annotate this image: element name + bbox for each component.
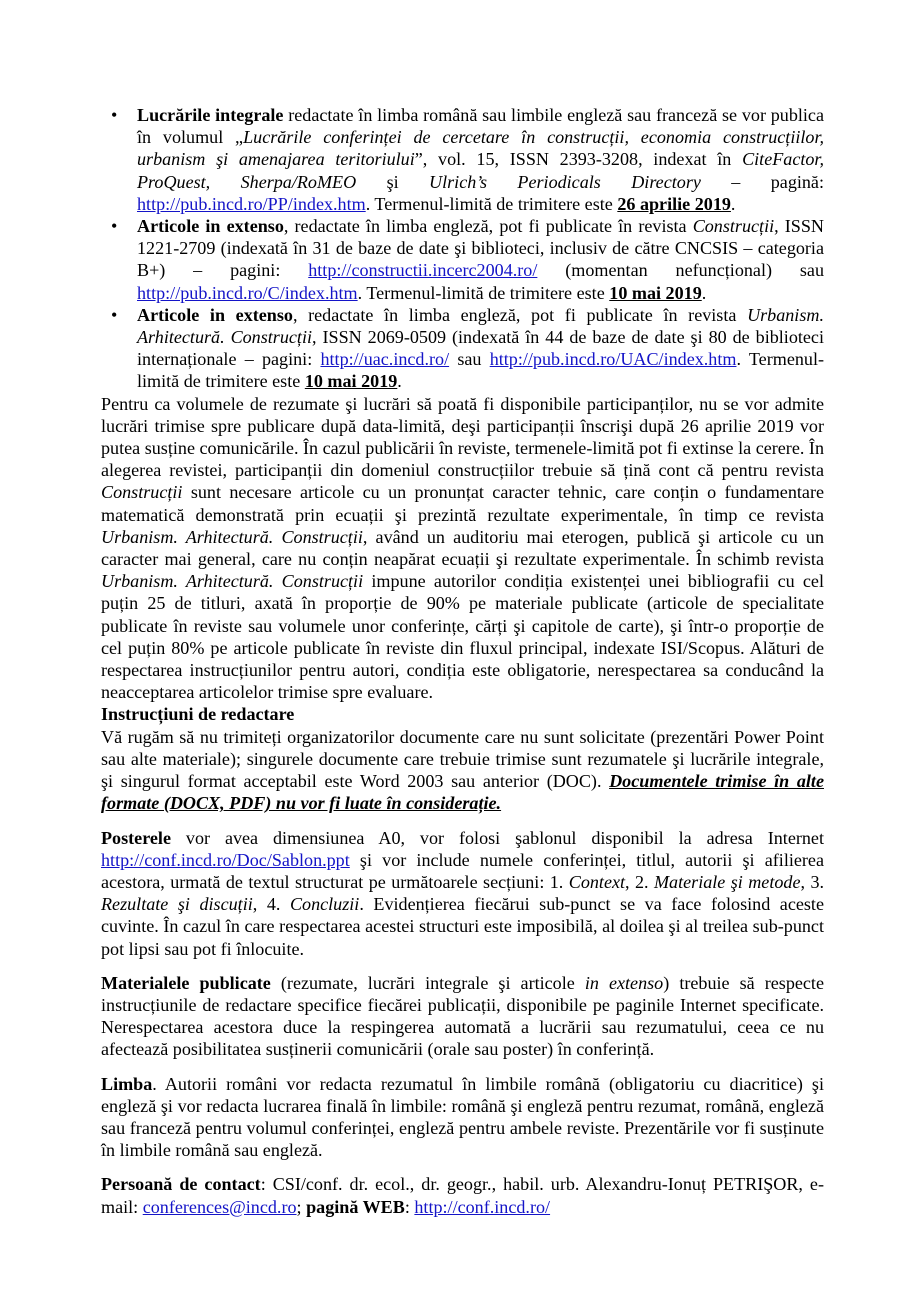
bullet-3-deadline: 10 mai 2019 — [304, 371, 398, 392]
para-main-text-1: Pentru ca volumele de rezumate şi lucrări să poată fi disponibile participanților, nu se vor admite lucrări trimise spre publicare după data-limită, deşi participanții înscrişi după 26 aprilie 2019 vor putea susține comunicările. În cazul publicării în reviste, termenele-limită pot fi extinse la cerere. În alegerea revistei, participanții din domeniul construcțiilor trebuie să țină cont că pentru revista — [101, 393, 824, 481]
bullet-3-text-3: sau — [449, 349, 490, 370]
para-main-journal-2: Urbanism. Arhitectură. Construcții — [101, 526, 363, 547]
para-main-journal-3: Urbanism. Arhitectură. Construcții — [101, 571, 364, 592]
para-postere-text-2: şi vor include numele conferinței, titlul, autorii şi afilierea acestora, urmată de textul structurat pe următoarele secțiuni: 1. — [101, 849, 824, 892]
list-item-proceedings — [101, 104, 824, 215]
paragraph-contact — [101, 1173, 824, 1217]
para-contact-text-3: : — [404, 1196, 415, 1217]
paragraph-journal-selection — [101, 393, 824, 704]
para-postere-text-1: vor avea dimensiunea A0, vor folosi şablonul disponibil la adresa Internet — [171, 827, 824, 848]
link-constructii-incerc2004[interactable]: http://constructii.incerc2004.ro/ — [308, 260, 538, 281]
para-limba-text: . Autorii români vor redacta rezumatul în limbile română (obligatoriu cu diacritice) şi engleză şi vor redacta lucrarea finală în limbile: română şi engleză pentru rezumat, română, engleză sau franceză pentru volumul conferinței, engleză pentru ambele reviste. Prezentările vor fi susținute în limbile română sau engleză. — [101, 1073, 824, 1161]
para-materiale-in-extenso: in extenso — [584, 972, 664, 993]
link-conf-incd-home[interactable]: http://conf.incd.ro/ — [414, 1196, 551, 1217]
document-body — [101, 104, 824, 1218]
para-contact-web-label: pagină WEB — [306, 1196, 405, 1217]
para-limba-lead: Limba — [101, 1073, 153, 1094]
paragraph-postere — [101, 827, 824, 960]
bullet-2-text-5: . — [701, 282, 707, 303]
para-contact-text-2: ; — [296, 1196, 307, 1217]
paragraph-limba — [101, 1073, 824, 1162]
link-conf-incd-sablon[interactable]: http://conf.incd.ro/Doc/Sablon.ppt — [101, 849, 350, 870]
para-postere-text-4: , 3. — [800, 871, 825, 892]
para-postere-section-2: Materiale şi metode — [653, 871, 801, 892]
bullet-2-journal-name: Construcții — [692, 216, 775, 237]
bullet-1-indexers-1: CiteFactor, ProQuest, Sherpa/RoMEO — [137, 149, 824, 192]
para-contact-text-1: : CSI/conf. dr. ecol., dr. geogr., habil. urb. Alexandru-Ionuț PETRIŞOR, e-mail: — [101, 1174, 824, 1217]
para-postere-text-3: , 2. — [625, 871, 654, 892]
bullet-1-indexers-2: Ulrich’s Periodicals Directory — [429, 171, 701, 192]
para-materiale-text-1: (rezumate, lucrări integrale şi articole — [270, 972, 585, 993]
bullet-1-text-1: redactate în limba română sau limbile engleză sau franceză se vor publica în volumul „ — [137, 105, 824, 148]
para-redactare-emphasis: Documentele trimise în alte formate (DOCX, PDF) nu vor fi luate în considerație. — [101, 771, 824, 814]
list-item-constructii-journal — [101, 215, 824, 304]
bullet-2-text-1: , redactate în limba engleză, pot fi publicate în revista — [283, 216, 693, 237]
bullet-1-text-5: . Termenul-limită de trimitere este — [365, 193, 618, 214]
link-pub-incd-uac[interactable]: http://pub.incd.ro/UAC/index.htm — [489, 349, 737, 370]
bullet-3-text-4: . Termenul-limită de trimitere este — [137, 349, 824, 392]
bullet-glyph: • — [111, 304, 118, 325]
bullet-2-text-3: (momentan nefuncțional) sau — [537, 260, 824, 281]
para-postere-section-1: Context — [568, 871, 626, 892]
bullet-1-text-6: . — [730, 193, 736, 214]
bullet-1-text-3: şi — [356, 171, 430, 192]
para-redactare-text: Vă rugăm să nu trimiteți organizatorilor documente care nu sunt solicitate (prezentări Power Point sau alte materiale); singurele documente care trebuie trimise sunt rezumatele şi lucrările integrale, şi singurul format acceptabil este Word 2003 sau anterior (DOC). — [101, 726, 824, 792]
para-materiale-lead: Materialele publicate — [101, 972, 271, 993]
para-postere-text-6: . Evidențierea fiecărui sub-punct se va face folosind aceste cuvinte. În cazul în care respectarea acestei structuri este imposibilă, al doilea şi al treilea sub-punct pot lipsi sau pot fi înlocuite. — [101, 894, 824, 959]
bullet-glyph: • — [111, 216, 118, 237]
para-contact-lead: Persoană de contact — [101, 1174, 261, 1195]
para-postere-section-3: Rezultate şi discuții — [101, 894, 253, 915]
bullet-1-text-4: – pagină: — [700, 171, 824, 192]
para-postere-lead: Posterele — [101, 827, 171, 848]
bullet-2-text-2: , ISSN 1221-2709 (indexată în 31 de baze de date şi biblioteci, inclusiv de către CNCSIS – categoria B+) – pagini: — [137, 216, 824, 281]
section-heading-instructiuni: Instrucțiuni de redactare — [101, 704, 295, 725]
link-pub-incd-pp[interactable]: http://pub.incd.ro/PP/index.htm — [137, 193, 366, 214]
link-pub-incd-c[interactable]: http://pub.incd.ro/C/index.htm — [137, 282, 358, 303]
bullet-3-text-2: , ISSN 2069-0509 (indexată în 44 de baze de date şi 80 de biblioteci internaționale – pagini: — [137, 327, 824, 370]
bullet-3-lead: Articole in extenso — [137, 304, 293, 325]
para-postere-text-5: , 4. — [252, 894, 290, 915]
para-main-text-4: impune autorilor condiția existenței unei bibliografii cu cel puțin 25 de titluri, axată în proporție de 90% pe materiale publicate (articole de specialitate publicate în reviste sau volumele unor conferințe, cărți şi capitole de carte), şi într-o proporție de cel puțin 80% pe articole publicate în reviste din fluxul principal, indexate ISI/Scopus. Alături de respectarea instrucțiunilor pentru autori, condiția este obligatorie, nerespectarea sa conducând la neacceptarea articolelor trimise spre evaluare. — [101, 571, 824, 703]
para-main-journal-1: Construcții — [101, 482, 183, 503]
para-materiale-text-2: ) trebuie să respecte instrucțiunile de redactare specifice fiecărei publicații, disponibile pe paginile Internet specificate. Nerespectarea acestora duce la respingerea automată a lucrării sau rezumatului, ceea ce nu afectează posibilitatea susținerii comunicării (orale sau poster) în conferință. — [101, 972, 824, 1060]
bullet-1-lead: Lucrările integrale — [137, 105, 284, 125]
link-uac-incd[interactable]: http://uac.incd.ro/ — [320, 349, 450, 370]
para-main-text-2: sunt necesare articole cu un pronunțat caracter tehnic, care conțin o fundamentare matematică demonstrată prin ecuații şi prezintă rezultate experimentale, în timp ce revista — [101, 482, 824, 525]
bullet-1-deadline: 26 aprilie 2019 — [617, 193, 731, 214]
list-item-urbanism-journal — [101, 304, 824, 393]
bullet-2-lead: Articole in extenso — [137, 216, 284, 237]
link-email-conferences[interactable]: conferences@incd.ro — [142, 1196, 297, 1217]
bullet-1-volume-title: Lucrările conferinței de cercetare în construcții, economia construcțiilor, urbanism şi amenajarea teritoriului — [137, 127, 824, 170]
bullet-1-text-2: ”, vol. 15, ISSN 2393-3208, indexat în — [414, 149, 743, 170]
paragraph-redactare — [101, 726, 824, 815]
bullet-3-text-5: . — [397, 371, 402, 392]
bullet-2-deadline: 10 mai 2019 — [609, 282, 702, 303]
para-postere-section-4: Concluzii — [289, 894, 360, 915]
bullet-3-text-1: , redactate în limba engleză, pot fi publicate în revista — [292, 304, 748, 325]
bullet-2-text-4: . Termenul-limită de trimitere este — [357, 282, 610, 303]
bullet-glyph: • — [111, 105, 118, 125]
bullet-3-journal-name: Urbanism. Arhitectură. Construcții — [137, 304, 824, 348]
paragraph-materiale-publicate — [101, 972, 824, 1061]
para-main-text-3: , având un auditoriu mai eterogen, publică şi articole cu un caracter mai general, care nu conțin neapărat ecuații şi rezultate experimentale. În schimb revista — [101, 526, 824, 570]
publication-options-list — [101, 104, 824, 393]
